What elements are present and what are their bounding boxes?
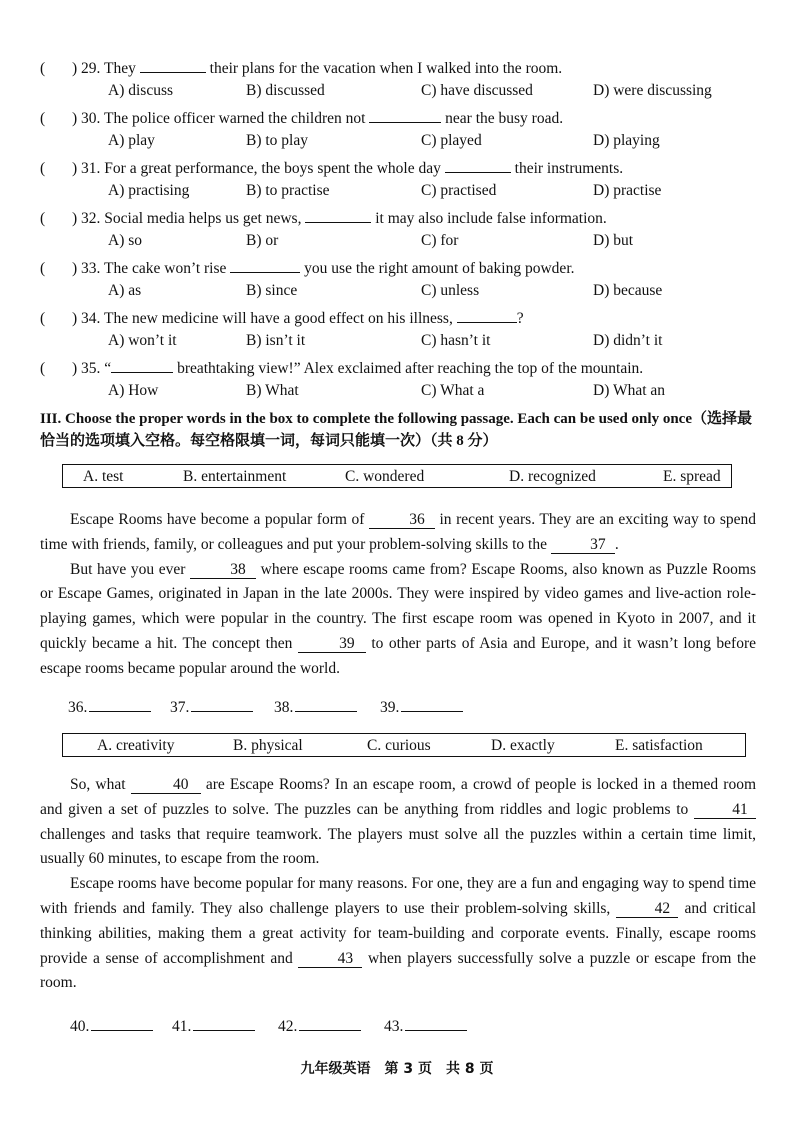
- option-b[interactable]: B) isn’t it: [246, 332, 306, 349]
- blank-43[interactable]: 43: [298, 951, 362, 968]
- word-option: E. satisfaction: [615, 737, 703, 754]
- question-34: ( ) 34. The new medicine will have a good effect on his illness, ?: [40, 310, 524, 327]
- word-box-1: [62, 464, 732, 488]
- blank-36[interactable]: 36: [369, 512, 435, 529]
- word-option: C. wondered: [345, 468, 425, 485]
- word-box-2: [62, 733, 746, 757]
- passage-part-1: [40, 508, 756, 682]
- blank-42[interactable]: 42: [616, 901, 678, 918]
- answer-field[interactable]: [405, 1016, 467, 1031]
- option-a[interactable]: A) as: [108, 282, 142, 299]
- answer-field[interactable]: [401, 697, 463, 712]
- answer-paren[interactable]: (: [40, 310, 46, 327]
- blank-41[interactable]: 41: [694, 802, 756, 819]
- blank-39[interactable]: 39: [298, 636, 366, 653]
- option-b[interactable]: B) to play: [246, 132, 308, 149]
- answer-field[interactable]: [295, 697, 357, 712]
- option-b[interactable]: B) to practise: [246, 182, 330, 199]
- word-option: B. entertainment: [183, 468, 287, 485]
- word-option: E. spread: [663, 468, 721, 485]
- option-c[interactable]: C) have discussed: [421, 82, 533, 99]
- answer-field[interactable]: [91, 1016, 153, 1031]
- passage-part-2: [40, 773, 756, 996]
- option-a[interactable]: A) play: [108, 132, 155, 149]
- option-a[interactable]: A) practising: [108, 182, 190, 199]
- answer-field[interactable]: [89, 697, 151, 712]
- blank: [305, 208, 371, 223]
- blank-40[interactable]: 40: [131, 777, 201, 794]
- blank: [111, 358, 173, 373]
- paragraph: Escape rooms have become popular for many reasons. For one, they are a fun and engaging way to spend time with friends and family. They also challenge players to use their problem-solving skills, 42 and critical thinking abilities, making them a great activity for team-building and corporate events. Finally, escape rooms provide a sense of accomplishment and 43 when players successfully solve a puzzle or escape from the room.: [40, 875, 756, 992]
- question-31: ( ) 31. For a great performance, the boys spent the whole day their instruments.: [40, 160, 624, 177]
- answer-paren[interactable]: (: [40, 60, 46, 77]
- word-option: D. exactly: [491, 737, 555, 754]
- option-a[interactable]: A) How: [108, 382, 159, 399]
- option-c[interactable]: C) unless: [421, 282, 480, 299]
- answer-field[interactable]: [191, 697, 253, 712]
- paragraph: So, what 40 are Escape Rooms? In an escape room, a crowd of people is locked in a themed room and given a set of puzzles to solve. The puzzles can be anything from riddles and logic problems to 41 challenges and tasks that require teamwork. The players must solve all the puzzles within a certain time limit, usually 60 minutes, to escape from the room.: [40, 776, 757, 868]
- question-29: ( ) 29. They their plans for the vacation when I walked into the room.: [40, 60, 563, 77]
- option-d[interactable]: D) because: [593, 282, 663, 299]
- option-b[interactable]: B) or: [246, 232, 279, 249]
- blank-38[interactable]: 38: [190, 562, 256, 579]
- word-option: A. test: [83, 468, 124, 485]
- option-a[interactable]: A) so: [108, 232, 143, 249]
- blank: [230, 258, 300, 273]
- option-a[interactable]: A) discuss: [108, 82, 174, 99]
- question-35: ( ) 35. “ breathtaking view!” Alex exclaimed after reaching the top of the mountain.: [40, 360, 644, 377]
- paragraph: Escape Rooms have become a popular form of 36 in recent years. They are an exciting way to spend time with friends, family, or colleagues and put your problem-solving skills to the 37 .: [40, 511, 757, 553]
- answer-paren[interactable]: (: [40, 360, 46, 377]
- option-c[interactable]: C) What a: [421, 382, 485, 399]
- option-d[interactable]: D) practise: [593, 182, 662, 199]
- blank: [445, 158, 511, 173]
- blank: [457, 308, 517, 323]
- word-option: C. curious: [367, 737, 431, 754]
- answer-field[interactable]: [193, 1016, 255, 1031]
- option-c[interactable]: C) for: [421, 232, 459, 249]
- question-30: ( ) 30. The police officer warned the children not near the busy road.: [40, 110, 564, 127]
- answer-paren[interactable]: (: [40, 210, 46, 227]
- option-c[interactable]: C) practised: [421, 182, 497, 199]
- option-c[interactable]: C) played: [421, 132, 482, 149]
- option-d[interactable]: D) didn’t it: [593, 332, 663, 349]
- question-33: ( ) 33. The cake won’t rise you use the right amount of baking powder.: [40, 260, 575, 277]
- option-b[interactable]: B) since: [246, 282, 298, 299]
- answer-paren[interactable]: (: [40, 160, 46, 177]
- option-d[interactable]: D) What an: [593, 382, 666, 399]
- page-footer: 九年级英语 第 3 页 共 8 页: [300, 1061, 494, 1077]
- word-option: A. creativity: [97, 737, 175, 754]
- blank: [140, 58, 206, 73]
- option-b[interactable]: B) What: [246, 382, 299, 399]
- question-32: ( ) 32. Social media helps us get news, it may also include false information.: [40, 210, 607, 227]
- answer-paren[interactable]: (: [40, 260, 46, 277]
- word-option: D. recognized: [509, 468, 596, 485]
- option-c[interactable]: C) hasn’t it: [421, 332, 491, 349]
- option-a[interactable]: A) won’t it: [108, 332, 177, 349]
- blank: [369, 108, 441, 123]
- blank-37[interactable]: 37: [551, 537, 615, 554]
- option-b[interactable]: B) discussed: [246, 82, 325, 99]
- option-d[interactable]: D) but: [593, 232, 634, 249]
- answer-field[interactable]: [299, 1016, 361, 1031]
- section-title: III. Choose the proper words in the box to complete the following passage. Each can be used only once（选择最恰当的选项填入空格。每空格限填一词，每词只能填一次）（共 8 分）: [40, 411, 752, 449]
- answer-lines-2: 40. 41. 42. 43.: [70, 1016, 490, 1036]
- option-d[interactable]: D) were discussing: [593, 82, 712, 99]
- paragraph: But have you ever 38 where escape rooms came from? Escape Rooms, also known as Puzzle Rooms or Escape Games, originated in Japan in the late 2000s. They were inspired by video games and live-action role-playing games, which were popular in the country. The first escape room was opened in Kyoto in 2007, and it quickly became a hit. The concept then 39 to other parts of Asia and Europe, and it wasn’t long before escape rooms became popular around the world.: [40, 560, 757, 677]
- answer-lines-1: 36. 37. 38. 39.: [68, 697, 488, 717]
- answer-paren[interactable]: (: [40, 110, 46, 127]
- option-d[interactable]: D) playing: [593, 132, 660, 149]
- word-option: B. physical: [233, 737, 303, 754]
